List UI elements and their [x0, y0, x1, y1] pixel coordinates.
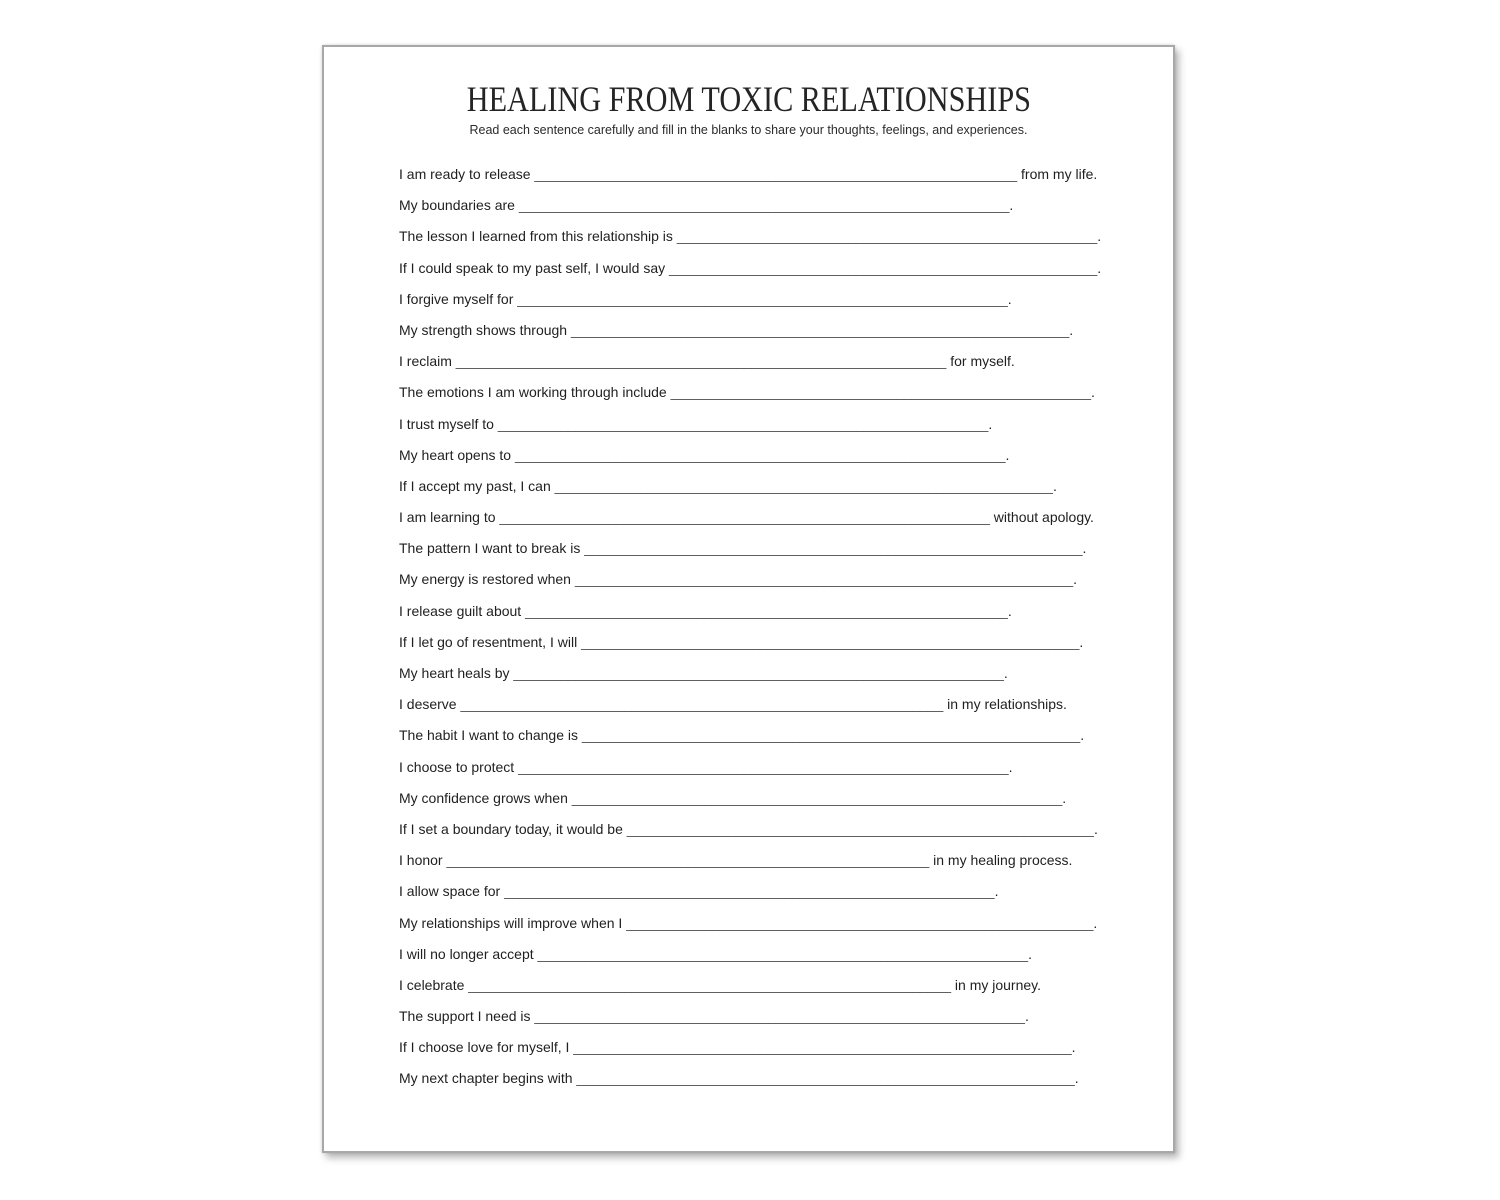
fill-in-blank: _______________________________________________________________: [518, 758, 1009, 775]
fill-in-blank: ______________________________________________________________: [534, 166, 1018, 182]
sentence-line: [399, 783, 1103, 814]
sentence-suffix: .: [1052, 477, 1057, 494]
sentence-line: [399, 471, 1103, 502]
sentence-prefix: I am ready to release: [399, 166, 535, 182]
sentence-prefix: My heart heals by: [399, 665, 514, 681]
sentence-suffix: in my journey.: [951, 976, 1042, 993]
sentence-line: [399, 221, 1103, 252]
sentence-suffix: .: [1024, 1008, 1029, 1025]
sentence-suffix: .: [994, 883, 999, 900]
fill-in-blank: _______________________________________________________________: [513, 665, 1004, 681]
sentence-prefix: I trust myself to: [399, 415, 498, 432]
sentence-prefix: If I accept my past, I can: [399, 477, 555, 494]
sentence-line: [399, 1063, 1103, 1094]
worksheet-header: [324, 47, 1173, 139]
fill-in-blank: _______________________________________________________: [669, 259, 1098, 276]
sentence-line: [399, 253, 1103, 284]
fill-in-blank: ______________________________________________________________: [460, 696, 944, 713]
sentence-suffix: .: [1097, 259, 1102, 276]
sentence-prefix: If I could speak to my past self, I would say: [399, 259, 670, 276]
sentence-prefix: I honor: [399, 852, 447, 869]
sentence-suffix: .: [988, 415, 993, 432]
sentence-line: [399, 658, 1103, 689]
fill-in-blank: ________________________________________________________________: [576, 1070, 1075, 1087]
sentence-prefix: I celebrate: [399, 976, 469, 993]
fill-in-blank: ______________________________________________________________: [468, 976, 952, 993]
sentence-line: [399, 377, 1103, 408]
sentence-prefix: I reclaim: [399, 353, 456, 370]
sentence-prefix: My energy is restored when: [399, 571, 575, 588]
page-title: HEALING FROM TOXIC RELATIONSHIPS: [466, 79, 1031, 119]
sentence-suffix: .: [1082, 540, 1087, 557]
sentence-suffix: in my healing process.: [929, 852, 1073, 869]
sentence-suffix: .: [1093, 914, 1098, 931]
sentence-prefix: My next chapter begins with: [399, 1070, 577, 1087]
sentence-prefix: My heart opens to: [399, 446, 515, 463]
sentence-line: [399, 596, 1103, 627]
sentence-suffix: .: [1008, 758, 1013, 775]
sentence-prefix: My strength shows through: [399, 321, 571, 338]
sentence-suffix: .: [1003, 665, 1008, 681]
sentence-suffix: in my relationships.: [943, 696, 1067, 713]
sentence-line: [399, 564, 1103, 595]
fill-in-blank: ________________________________________________________________: [581, 727, 1081, 744]
sentence-line: [399, 752, 1103, 783]
sentence-line: [399, 502, 1103, 533]
sentence-line: [399, 533, 1103, 564]
sentence-line: [399, 284, 1103, 315]
sentence-line: [399, 1032, 1103, 1063]
sentence-prefix: The emotions I am working through include: [399, 384, 671, 401]
sentence-line: [399, 1001, 1103, 1032]
sentence-line: [399, 440, 1103, 471]
sentence-suffix: from my life.: [1017, 166, 1098, 182]
sentence-prefix: I am learning to: [399, 509, 500, 526]
sentence-line: [399, 814, 1103, 845]
sentence-line: [399, 346, 1103, 377]
sentence-line: [399, 409, 1103, 440]
sentence-prefix: My relationships will improve when I: [399, 914, 627, 931]
sentence-suffix: .: [1091, 384, 1095, 401]
sentence-prefix: If I let go of resentment, I will: [399, 633, 582, 650]
fill-in-blank: ________________________________________________________________: [570, 321, 1070, 338]
sentence-list: [399, 159, 1103, 1095]
sentence-prefix: The support I need is: [399, 1008, 535, 1025]
sentence-suffix: .: [1069, 321, 1074, 338]
sentence-prefix: I allow space for: [399, 883, 505, 900]
sentence-prefix: I choose to protect: [399, 758, 519, 775]
sentence-suffix: .: [1073, 571, 1078, 588]
sentence-suffix: .: [1028, 945, 1032, 962]
sentence-suffix: .: [1062, 789, 1067, 806]
sentence-suffix: .: [1093, 820, 1098, 837]
sentence-suffix: .: [1074, 1070, 1079, 1087]
sentence-suffix: .: [1079, 633, 1084, 650]
fill-in-blank: ____________________________________________________________: [626, 914, 1094, 931]
sentence-suffix: .: [1005, 446, 1010, 463]
sentence-suffix: .: [1009, 197, 1014, 214]
fill-in-blank: ________________________________________________________________: [554, 477, 1053, 494]
sentence-prefix: I will no longer accept: [399, 945, 538, 962]
sentence-suffix: for myself.: [946, 353, 1015, 370]
fill-in-blank: _______________________________________________________________: [517, 290, 1008, 307]
fill-in-blank: ________________________________________________________________: [573, 1039, 1072, 1056]
sentence-prefix: If I set a boundary today, it would be: [399, 820, 627, 837]
fill-in-blank: ______________________________________________________________: [525, 602, 1008, 619]
sentence-line: [399, 970, 1103, 1001]
sentence-suffix: without apology.: [989, 509, 1094, 526]
sentence-suffix: .: [1007, 290, 1012, 307]
sentence-prefix: I forgive myself for: [399, 290, 518, 307]
sentence-prefix: The pattern I want to break is: [399, 540, 585, 557]
fill-in-blank: _______________________________________________________________: [455, 353, 947, 370]
fill-in-blank: _______________________________________________________________: [514, 446, 1006, 463]
sentence-line: [399, 876, 1103, 907]
sentence-prefix: My confidence grows when: [399, 789, 572, 806]
sentence-suffix: .: [1080, 727, 1085, 744]
fill-in-blank: ________________________________________________________________: [581, 633, 1080, 650]
fill-in-blank: _______________________________________________________________: [571, 789, 1063, 806]
fill-in-blank: ______________________________________________________________: [446, 852, 930, 869]
fill-in-blank: _______________________________________________________________: [504, 883, 995, 900]
sentence-suffix: .: [1007, 602, 1012, 619]
fill-in-blank: _______________________________________________________________: [537, 945, 1029, 962]
sentence-prefix: The habit I want to change is: [399, 727, 582, 744]
sentence-line: [399, 845, 1103, 876]
sentence-line: [399, 908, 1103, 939]
page-subtitle: Read each sentence carefully and fill in the blanks to share your thoughts, feelings, and experiences.: [469, 123, 1028, 137]
sentence-prefix: My boundaries are: [399, 197, 519, 214]
sentence-suffix: .: [1097, 228, 1102, 245]
sentence-prefix: If I choose love for myself, I: [399, 1039, 574, 1056]
fill-in-blank: _______________________________________________________________: [497, 415, 989, 432]
sentence-prefix: I deserve: [399, 696, 461, 713]
sentence-suffix: .: [1071, 1039, 1076, 1056]
worksheet-page: [322, 45, 1175, 1153]
fill-in-blank: _______________________________________________________________: [534, 1008, 1025, 1025]
fill-in-blank: ______________________________________________________: [670, 384, 1092, 401]
fill-in-blank: _______________________________________________________________: [518, 197, 1010, 214]
fill-in-blank: ____________________________________________________________: [626, 820, 1094, 837]
sentence-line: [399, 720, 1103, 751]
sentence-line: [399, 689, 1103, 720]
sentence-line: [399, 190, 1103, 221]
sentence-prefix: The lesson I learned from this relationship is: [399, 228, 677, 245]
fill-in-blank: _______________________________________________________________: [499, 509, 990, 526]
fill-in-blank: ________________________________________________________________: [584, 540, 1083, 557]
sentence-line: [399, 939, 1103, 970]
sentence-prefix: I release guilt about: [399, 602, 526, 619]
sentence-line: [399, 159, 1103, 190]
fill-in-blank: ________________________________________________________________: [574, 571, 1074, 588]
sentence-line: [399, 627, 1103, 658]
sentence-line: [399, 315, 1103, 346]
fill-in-blank: ______________________________________________________: [676, 228, 1098, 245]
